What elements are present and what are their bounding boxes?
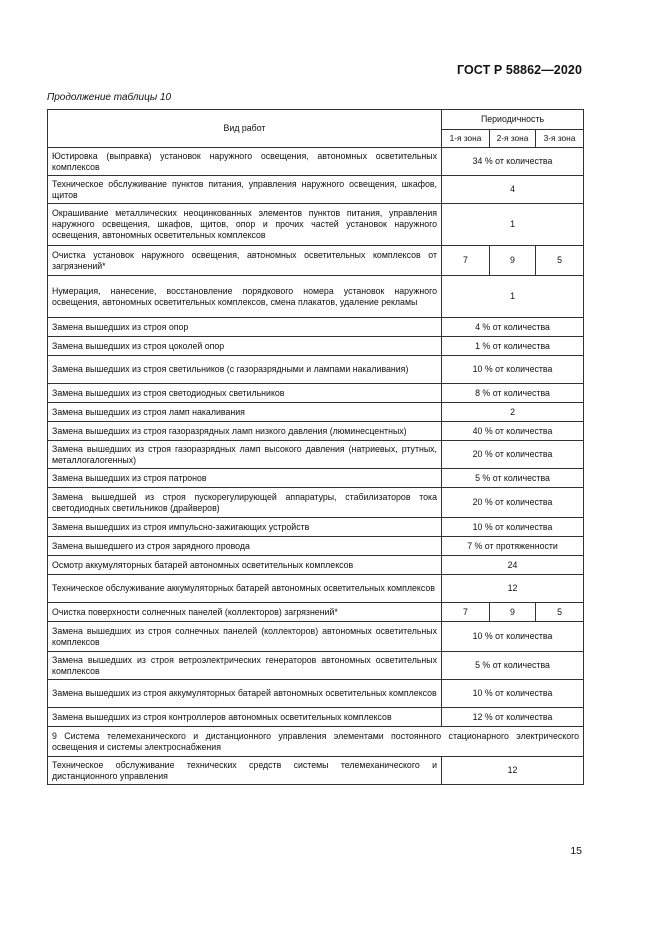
work-name-cell: Нумерация, нанесение, восстановление порядкового номера установок наружного освещения, автономных осветительных комплексов, смена плакатов, удаление рекламы	[48, 276, 442, 318]
periodicity-cell: 24	[442, 556, 584, 575]
work-name-cell: Техническое обслуживание пунктов питания, управления наружного освещения, шкафов, щитов	[48, 176, 442, 204]
work-name-cell: Замена вышедших из строя ветроэлектрических генераторов автономных осветительных комплексов	[48, 652, 442, 680]
periodicity-cell: 8 % от количества	[442, 384, 584, 403]
section-heading: 9 Система телемеханического и дистанционного управления элементами постоянного стационарного электрического освещения и системы электроснабжения	[48, 727, 584, 757]
table-row	[48, 488, 584, 518]
work-name-cell: Замена вышедшей из строя пускорегулирующей аппаратуры, стабилизаторов тока светодиодных светильников (драйверов)	[48, 488, 442, 518]
periodicity-cell: 5 % от количества	[442, 652, 584, 680]
table-row	[48, 246, 584, 276]
work-name-cell: Юстировка (выправка) установок наружного освещения, автономных осветительных комплексов	[48, 148, 442, 176]
table-row	[48, 603, 584, 622]
work-name-cell: Замена вышедших из строя газоразрядных ламп низкого давления (люминесцентных)	[48, 422, 442, 441]
periodicity-cell: 34 % от количества	[442, 148, 584, 176]
work-name-cell: Замена вышедших из строя опор	[48, 318, 442, 337]
work-name-cell: Замена вышедших из строя патронов	[48, 469, 442, 488]
work-name-cell: Замена вышедшего из строя зарядного провода	[48, 537, 442, 556]
work-name-cell: Техническое обслуживание аккумуляторных батарей автономных осветительных комплексов	[48, 575, 442, 603]
periodicity-cell: 1	[442, 204, 584, 246]
table-row	[48, 622, 584, 652]
table-row	[48, 708, 584, 727]
table-row	[48, 757, 584, 785]
table-row	[48, 652, 584, 680]
work-name-cell: Замена вышедших из строя аккумуляторных батарей автономных осветительных комплексов	[48, 680, 442, 708]
table-row	[48, 176, 584, 204]
work-name-cell: Очистка установок наружного освещения, автономных осветительных комплексов от загрязнений*	[48, 246, 442, 276]
periodicity-zone-1-cell: 7	[442, 603, 490, 622]
periodicity-zone-3-cell: 5	[536, 246, 584, 276]
table-row	[48, 469, 584, 488]
periodicity-zone-3-cell: 5	[536, 603, 584, 622]
column-header-periodicity: Периодичность	[442, 110, 584, 130]
periodicity-zone-1-cell: 7	[442, 246, 490, 276]
column-header-zone-3: 3-я зона	[536, 130, 584, 148]
periodicity-cell: 7 % от протяженности	[442, 537, 584, 556]
table-row	[48, 518, 584, 537]
work-name-cell: Окрашивание металлических неоцинкованных элементов пунктов питания, управления наружного освещения, шкафов, щитов, опор и прочих частей установок наружного освещения, автономных осветительных комплексов	[48, 204, 442, 246]
work-name-cell: Замена вышедших из строя светильников (с газоразрядными и лампами накаливания)	[48, 356, 442, 384]
periodicity-cell: 4 % от количества	[442, 318, 584, 337]
work-name-cell: Техническое обслуживание технических средств системы телемеханического и дистанционного управления	[48, 757, 442, 785]
table-row	[48, 727, 584, 757]
periodicity-zone-2-cell: 9	[490, 603, 536, 622]
table-row	[48, 384, 584, 403]
periodicity-cell: 5 % от количества	[442, 469, 584, 488]
table-row	[48, 680, 584, 708]
periodicity-cell: 12 % от количества	[442, 708, 584, 727]
column-header-zone-2: 2-я зона	[490, 130, 536, 148]
work-name-cell: Замена вышедших из строя ламп накаливания	[48, 403, 442, 422]
table-row	[48, 441, 584, 469]
work-name-cell: Замена вышедших из строя контроллеров автономных осветительных комплексов	[48, 708, 442, 727]
table-row	[48, 356, 584, 384]
table-row	[48, 148, 584, 176]
table-row	[48, 318, 584, 337]
periodicity-cell: 12	[442, 757, 584, 785]
work-name-cell: Замена вышедших из строя солнечных панелей (коллекторов) автономных осветительных комплексов	[48, 622, 442, 652]
work-name-cell: Замена вышедших из строя светодиодных светильников	[48, 384, 442, 403]
table-row	[48, 422, 584, 441]
work-name-cell: Осмотр аккумуляторных батарей автономных осветительных комплексов	[48, 556, 442, 575]
column-header-work: Вид работ	[48, 110, 442, 148]
table-caption: Продолжение таблицы 10	[47, 92, 172, 103]
table-row	[48, 337, 584, 356]
periodicity-cell: 40 % от количества	[442, 422, 584, 441]
work-name-cell: Замена вышедших из строя цоколей опор	[48, 337, 442, 356]
table-row	[48, 204, 584, 246]
periodicity-cell: 1	[442, 276, 584, 318]
periodicity-cell: 2	[442, 403, 584, 422]
periodicity-cell: 20 % от количества	[442, 441, 584, 469]
periodicity-cell: 12	[442, 575, 584, 603]
table-row	[48, 556, 584, 575]
periodicity-cell: 10 % от количества	[442, 680, 584, 708]
table-row	[48, 403, 584, 422]
periodicity-zone-2-cell: 9	[490, 246, 536, 276]
page-number: 15	[570, 845, 582, 857]
works-periodicity-table	[47, 109, 584, 785]
periodicity-cell: 1 % от количества	[442, 337, 584, 356]
periodicity-cell: 20 % от количества	[442, 488, 584, 518]
periodicity-cell: 4	[442, 176, 584, 204]
periodicity-cell: 10 % от количества	[442, 622, 584, 652]
work-name-cell: Очистка поверхности солнечных панелей (коллекторов) загрязнений*	[48, 603, 442, 622]
table-body	[48, 148, 584, 785]
document-code: ГОСТ Р 58862—2020	[456, 63, 582, 77]
periodicity-cell: 10 % от количества	[442, 518, 584, 537]
work-name-cell: Замена вышедших из строя газоразрядных ламп высокого давления (натриевых, ртутных, металлогалогенных)	[48, 441, 442, 469]
table-row	[48, 276, 584, 318]
table-row	[48, 537, 584, 556]
table-row	[48, 575, 584, 603]
column-header-zone-1: 1-я зона	[442, 130, 490, 148]
periodicity-cell: 10 % от количества	[442, 356, 584, 384]
work-name-cell: Замена вышедших из строя импульсно-зажигающих устройств	[48, 518, 442, 537]
